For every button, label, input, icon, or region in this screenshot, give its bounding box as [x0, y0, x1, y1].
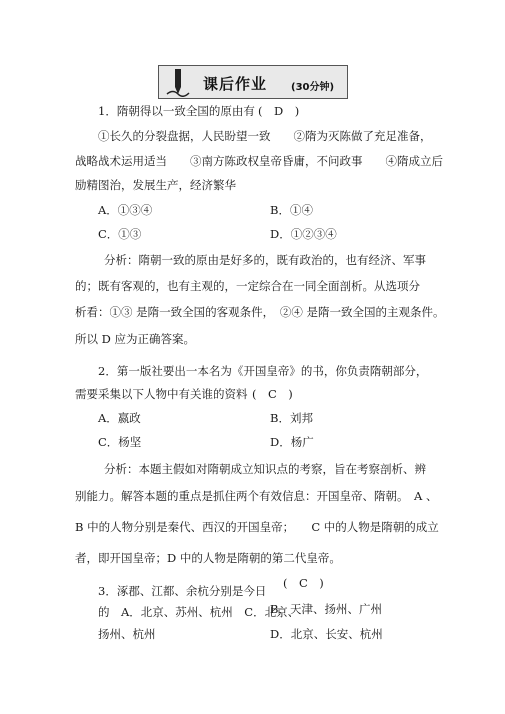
q2-option-d: D．杨广 — [270, 435, 314, 449]
q2-analysis-3: B 中的人物分别是秦代、西汉的开国皇帝； C 中的人物是隋朝的成立 — [75, 520, 439, 534]
q1-analysis-1: 分析：隋朝一致的原由是好多的，既有政治的，也有经济、军事 — [104, 253, 426, 267]
q3-line2: 的 A．北京、苏州、杭州 C．北京、 — [98, 605, 300, 619]
q3-answer: ( C ) — [283, 576, 324, 590]
q1-option-b: B．①④ — [270, 203, 313, 217]
q1-line3: 励精图治，发展生产，经济繁华 — [75, 178, 236, 192]
q1-option-a: A．①③④ — [98, 203, 153, 217]
q1-option-d: D．①②③④ — [270, 227, 337, 241]
q1-analysis-4: 所以 D 应为正确答案。 — [75, 332, 196, 346]
banner-subtitle: (30分钟) — [291, 82, 335, 93]
q2-analysis-2a: 别能力。解答本题的重点是抓住两个有效信息：开国皇帝、隋朝。 — [75, 489, 409, 503]
q1-option-c: C．①③ — [98, 227, 142, 241]
q2-line1: 2．第一版社要出一本名为《开国皇帝》的书，你负责隋朝部分， — [98, 364, 428, 378]
q1-analysis-3: 析看：①③ 是隋一致全国的客观条件， ②④ 是隋一致全国的主观条件。 — [75, 305, 445, 319]
q1-answer: ( D ) — [258, 104, 300, 118]
q2-analysis-1: 分析：本题主假如对隋朝成立知识点的考察，旨在考察剖析、辨 — [104, 462, 426, 476]
q1-line1: ①长久的分裂盘据，人民盼望一致 ②隋为灭陈做了充足准备， — [98, 129, 432, 143]
q3-option-b: B．天津、扬州、广州 — [270, 602, 382, 616]
q3-line3: 扬州、杭州 — [98, 627, 156, 641]
q3-stem: 3．涿郡、江都、余杭分别是今日 — [98, 584, 267, 598]
q3-option-d: D．北京、长安、杭州 — [270, 627, 383, 641]
q2-line2: 需要采集以下人物中有关谁的资料 — [75, 387, 248, 401]
q1-stem: 1．隋朝得以一致全国的原由有 — [98, 104, 255, 118]
banner-title: 课后作业 — [203, 75, 268, 93]
q2-option-c: C．杨坚 — [98, 435, 142, 449]
q1-analysis-2: 的；既有客观的，也有主观的，一定综合在一同全面剖析。从选项分 — [75, 279, 420, 293]
q2-analysis-2b: A 、 — [414, 489, 438, 503]
pen-icon — [165, 67, 191, 97]
q2-analysis-4: 者，即开国皇帝；D 中的人物是隋朝的第二代皇帝。 — [75, 551, 341, 565]
q2-answer: ( C ) — [252, 387, 293, 401]
homework-banner — [158, 65, 348, 99]
q2-option-a: A．嬴政 — [98, 411, 141, 425]
q2-option-b: B．刘邦 — [270, 411, 313, 425]
q1-line2: 战略战术运用适当 ③南方陈政权皇帝昏庸，不问政事 ④隋成立后 — [75, 154, 443, 168]
